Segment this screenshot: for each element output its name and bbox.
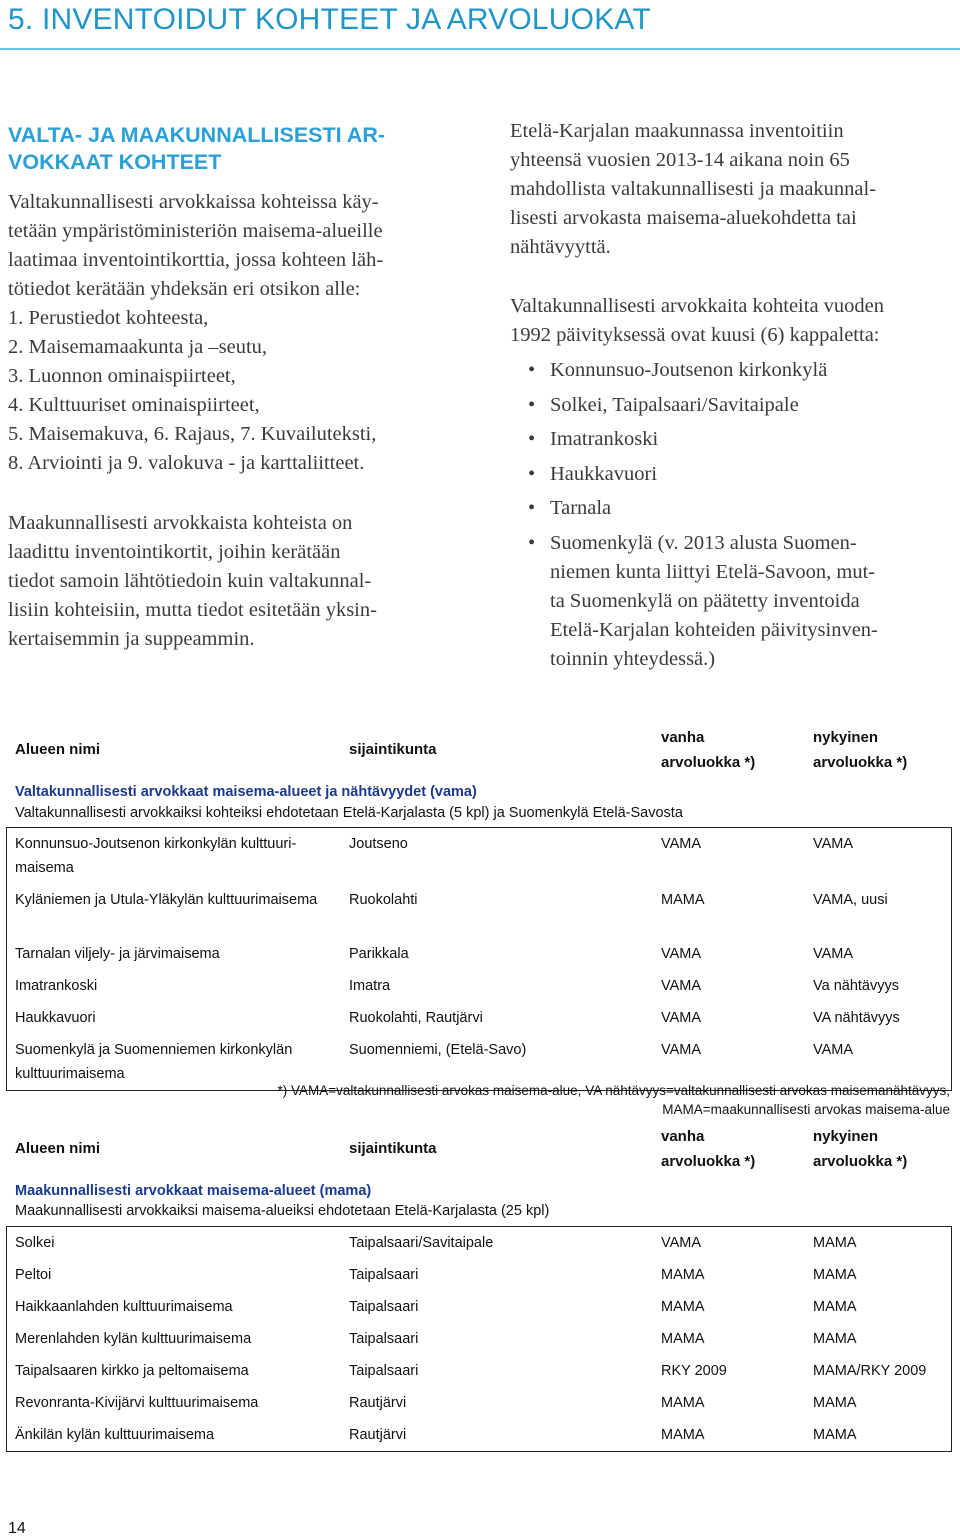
table-row xyxy=(7,1419,951,1451)
cell-old-class: RKY 2009 xyxy=(661,1363,727,1379)
list-item-line: toinnin yhteydessä.) xyxy=(550,647,716,670)
header-municipality: sijaintikunta xyxy=(349,741,437,758)
paragraph-line: 1. Perustiedot kohteesta, xyxy=(8,307,209,329)
header-old-class-4: arvoluokka *) xyxy=(661,1153,756,1170)
table-row xyxy=(7,1227,951,1259)
cell-old-class: VAMA xyxy=(661,946,702,962)
paragraph-line: Maakunnallisesti arvokkaista kohteista on xyxy=(8,512,353,534)
paragraph-line: mahdollista valtakunnallisesti ja maakunnal- xyxy=(510,178,877,200)
table-row xyxy=(7,1002,951,1034)
paragraph-line: nähtävyyttä. xyxy=(510,236,611,258)
page-number: 14 xyxy=(8,1520,26,1537)
cell-new-class: MAMA xyxy=(813,1395,857,1411)
paragraph-line: Etelä-Karjalan maakunnassa inventoitiin xyxy=(510,120,844,142)
paragraph-line: 3. Luonnon ominaispiirteet, xyxy=(8,365,236,387)
cell-municipality: Ruokolahti, Rautjärvi xyxy=(349,1010,483,1026)
paragraph-line: 4. Kulttuuriset ominaispiirteet, xyxy=(8,394,260,416)
paragraph-line: Valtakunnallisesti arvokkaita kohteita vuoden xyxy=(510,295,885,317)
header-old-class-2: arvoluokka *) xyxy=(661,754,756,771)
cell-new-class: VAMA xyxy=(813,946,854,962)
paragraph-line: laadittu inventointikortit, joihin kerätään xyxy=(8,541,341,563)
list-item-line: Haukkavuori xyxy=(550,462,658,485)
cell-name: Kyläniemen ja Utula-Yläkylän kulttuurimaisema xyxy=(15,892,318,908)
table1-section-title xyxy=(15,784,477,800)
cell-municipality: Rautjärvi xyxy=(349,1395,407,1411)
footnote xyxy=(277,1081,950,1119)
list-item-line: niemen kunta liittyi Etelä-Savoon, mut- xyxy=(550,560,876,583)
cell-new-class: VAMA xyxy=(813,836,854,852)
header-new-class-3: nykyinen xyxy=(813,1128,879,1145)
right-paragraph-2 xyxy=(510,292,884,350)
table-row xyxy=(7,1387,951,1419)
cell-municipality: Taipalsaari xyxy=(349,1331,419,1347)
cell-new-class: MAMA xyxy=(813,1267,857,1283)
table-national xyxy=(7,828,951,1090)
cell-new-class: MAMA xyxy=(813,1427,857,1443)
paragraph-line: Valtakunnallisesti arvokkaissa kohteissa käy- xyxy=(8,191,379,213)
list-item xyxy=(528,494,878,523)
paragraph-line: 5. Maisemakuva, 6. Rajaus, 7. Kuvailuteksti, xyxy=(8,423,377,445)
paragraph-line: kertaisemmin ja suppeammin. xyxy=(8,628,255,650)
cell-name: Revonranta-Kivijärvi kulttuurimaisema xyxy=(15,1395,259,1411)
paragraph-line: 2. Maisemamaakunta ja –seutu, xyxy=(8,336,268,358)
header-name-2: Alueen nimi xyxy=(15,1140,101,1157)
header-municipality-2: sijaintikunta xyxy=(349,1140,437,1157)
list-item xyxy=(528,356,878,385)
table-row xyxy=(7,1259,951,1291)
cell-name: Taipalsaaren kirkko ja peltomaisema xyxy=(15,1363,249,1379)
cell-name: Peltoi xyxy=(15,1267,52,1283)
bullet-icon: • xyxy=(528,428,536,450)
table-row xyxy=(7,970,951,1002)
cell-new-class: MAMA/RKY 2009 xyxy=(813,1363,927,1379)
cell-old-class: VAMA xyxy=(661,1042,702,1058)
cell-municipality: Taipalsaari xyxy=(349,1267,419,1283)
list-item xyxy=(528,425,878,454)
cell-name: Solkei xyxy=(15,1235,55,1251)
paragraph-line: lisiin kohteisiin, mutta tiedot esitetään yksin- xyxy=(8,599,377,621)
table2-section-title-text: Maakunnallisesti arvokkaat maisema-alueet (mama) xyxy=(15,1183,372,1199)
bullet-list xyxy=(528,356,878,679)
cell-name: Konnunsuo-Joutsenon kirkonkylän kulttuuri-maisema xyxy=(15,836,297,876)
paragraph-line: tiedot samoin lähtötiedoin kuin valtakunnal- xyxy=(8,570,372,592)
bullet-icon: • xyxy=(528,359,536,381)
paragraph-line: 1992 päivityksessä ovat kuusi (6) kappaletta: xyxy=(510,324,880,346)
list-item-line: Etelä-Karjalan kohteiden päivitysinven- xyxy=(550,618,878,641)
table-regional xyxy=(7,1227,951,1451)
list-item-line: ta Suomenkylä on päätetty inventoida xyxy=(550,589,860,612)
table1-section-sub: Valtakunnallisesti arvokkaiksi kohteiksi ehdotetaan Etelä-Karjalasta (5 kpl) ja Suomenkylä Etelä-Savosta xyxy=(15,805,683,821)
cell-old-class: MAMA xyxy=(661,1267,705,1283)
paragraph-line: lisesti arvokasta maisema-aluekohdetta tai xyxy=(510,207,857,229)
header-new-class: nykyinen xyxy=(813,729,879,746)
paragraph-line: 8. Arviointi ja 9. valokuva - ja karttaliitteet. xyxy=(8,452,365,474)
footnote-line: *) VAMA=valtakunnallisesti arvokas maisema-alue, VA nähtävyys=valtakunnallisesti arvokas maisemanähtävyys, xyxy=(277,1083,950,1098)
cell-old-class: MAMA xyxy=(661,1299,705,1315)
bullet-icon: • xyxy=(528,393,536,416)
table1-section-title-text: Valtakunnallisesti arvokkaat maisema-alueet ja nähtävyydet (vama) xyxy=(15,784,477,800)
table-row xyxy=(7,1323,951,1355)
cell-municipality: Taipalsaari xyxy=(349,1299,419,1315)
cell-municipality: Imatra xyxy=(349,978,391,994)
left-paragraph-1 xyxy=(8,188,383,478)
cell-name: Änkilän kylän kulttuurimaisema xyxy=(15,1427,215,1443)
list-item-line: Suomenkylä (v. 2013 alusta Suomen- xyxy=(550,531,857,554)
cell-old-class: VAMA xyxy=(661,978,702,994)
table-row xyxy=(7,828,951,884)
cell-old-class: MAMA xyxy=(661,1427,705,1443)
cell-municipality: Parikkala xyxy=(349,946,409,962)
cell-new-class: VAMA xyxy=(813,1042,854,1058)
table-row xyxy=(7,938,951,970)
bullet-icon: • xyxy=(528,497,536,519)
cell-name: Tarnalan viljely- ja järvimaisema xyxy=(15,946,220,962)
page-title: 5. INVENTOIDUT KOHTEET JA ARVOLUOKAT xyxy=(8,3,651,36)
list-item xyxy=(528,460,878,489)
cell-name: Suomenkylä ja Suomenniemen kirkonkylän kulttuurimaisema xyxy=(15,1042,293,1082)
header-old-class: vanha xyxy=(661,729,705,746)
table2-section-sub: Maakunnallisesti arvokkaiksi maisema-alueiksi ehdotetaan Etelä-Karjalasta (25 kpl) xyxy=(15,1203,550,1219)
footnote-line: MAMA=maakunnallisesti arvokas maisema-alue xyxy=(662,1102,950,1117)
paragraph-line: tetään ympäristöministeriön maisema-alueille xyxy=(8,220,383,242)
list-item xyxy=(528,529,878,674)
cell-new-class: VAMA, uusi xyxy=(813,892,888,908)
list-item-line: Solkei, Taipalsaari/Savitaipale xyxy=(550,393,799,416)
cell-old-class: MAMA xyxy=(661,1331,705,1347)
header-old-class-3: vanha xyxy=(661,1128,705,1145)
cell-new-class: MAMA xyxy=(813,1331,857,1347)
list-item-line: Konnunsuo-Joutsenon kirkonkylä xyxy=(550,359,828,381)
cell-municipality: Suomenniemi, (Etelä-Savo) xyxy=(349,1042,527,1058)
bullet-icon: • xyxy=(528,462,536,485)
cell-new-class: MAMA xyxy=(813,1235,857,1251)
cell-new-class: Va nähtävyys xyxy=(813,978,899,994)
cell-old-class: MAMA xyxy=(661,892,705,908)
cell-old-class: MAMA xyxy=(661,1395,705,1411)
list-item-line: Tarnala xyxy=(550,497,612,519)
paragraph-line: laatimaa inventointikorttia, jossa kohteen läh- xyxy=(8,249,384,271)
section-heading xyxy=(8,122,448,176)
cell-old-class: VAMA xyxy=(661,836,702,852)
cell-name: Merenlahden kylän kulttuurimaisema xyxy=(15,1331,252,1347)
table-row xyxy=(7,884,951,938)
header-new-class-4: arvoluokka *) xyxy=(813,1153,908,1170)
table-row xyxy=(7,1291,951,1323)
header-name: Alueen nimi xyxy=(15,741,101,758)
header-new-class-2: arvoluokka *) xyxy=(813,754,908,771)
list-item xyxy=(528,391,878,420)
table-row xyxy=(7,1355,951,1387)
paragraph-line: yhteensä vuosien 2013-14 aikana noin 65 xyxy=(510,149,850,171)
cell-old-class: VAMA xyxy=(661,1235,702,1251)
cell-name: Haikkaanlahden kulttuurimaisema xyxy=(15,1299,233,1315)
table2-section-title xyxy=(15,1183,371,1199)
section-heading-line: VOKKAAT KOHTEET xyxy=(8,150,222,174)
bullet-icon: • xyxy=(528,531,536,554)
right-paragraph-1 xyxy=(510,117,876,262)
title-rule xyxy=(0,48,960,50)
left-paragraph-2 xyxy=(8,509,377,654)
cell-old-class: VAMA xyxy=(661,1010,702,1026)
cell-municipality: Rautjärvi xyxy=(349,1427,407,1443)
cell-new-class: MAMA xyxy=(813,1299,857,1315)
cell-municipality: Taipalsaari/Savitaipale xyxy=(349,1235,494,1251)
cell-municipality: Taipalsaari xyxy=(349,1363,419,1379)
paragraph-line: tötiedot kerätään yhdeksän eri otsikon alle: xyxy=(8,278,361,300)
cell-new-class: VA nähtävyys xyxy=(813,1010,900,1026)
cell-name: Imatrankoski xyxy=(15,978,98,994)
section-heading-line: VALTA- JA MAAKUNNALLISESTI AR- xyxy=(8,123,386,147)
cell-municipality: Ruokolahti xyxy=(349,892,418,908)
cell-name: Haukkavuori xyxy=(15,1010,96,1026)
cell-municipality: Joutseno xyxy=(349,836,408,852)
list-item-line: Imatrankoski xyxy=(550,428,659,450)
